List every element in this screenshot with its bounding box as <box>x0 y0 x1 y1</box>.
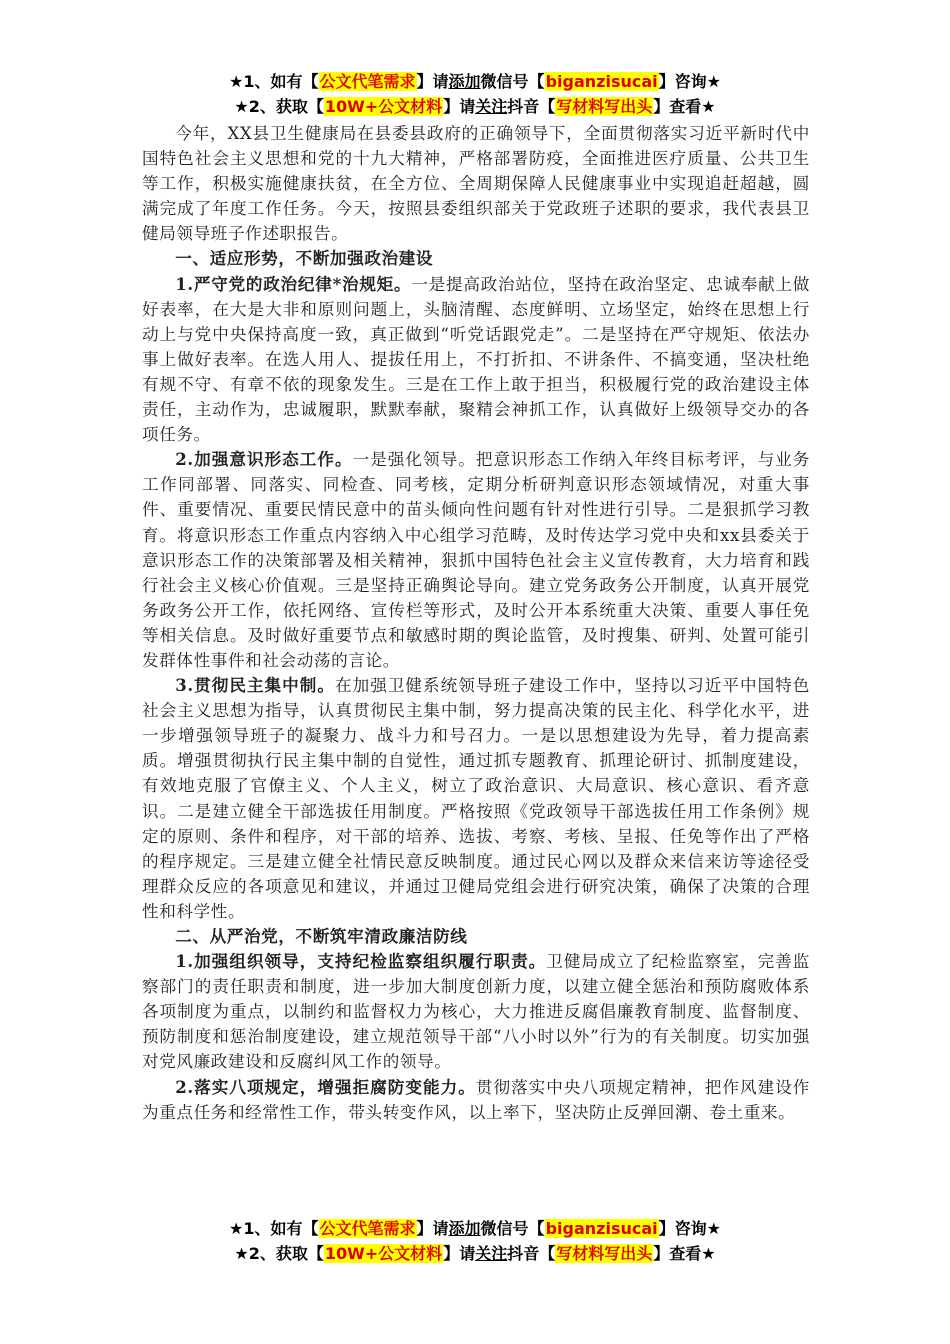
paragraph-lead: 3.贯彻民主集中制。 <box>175 675 335 696</box>
paragraph-1-3 <box>142 673 810 924</box>
paragraph-text: 贯彻落实中央八项规定精神，把作风建设作为重点任务和经常性工作，带头转变作风，以上率下，坚决防止反弹回潮、卷土重来。 <box>142 1077 810 1122</box>
paragraph-lead: 1.加强组织领导，支持纪检监察组织履行职责。 <box>175 951 547 972</box>
paragraph-lead: 2.加强意识形态工作。 <box>175 449 353 470</box>
promo-highlight: biganzisucai <box>545 1219 658 1238</box>
promo-underline: 关注 <box>475 97 508 116</box>
promo-text: ★2、获取【 <box>234 1244 324 1263</box>
paragraph-lead: 2.落实八项规定，增强拒腐防变能力。 <box>175 1076 476 1097</box>
section-heading-2: 二、从严治党，不断筑牢清政廉洁防线 <box>175 926 468 946</box>
promo-underline: 添加 <box>448 72 481 91</box>
promo-text: 】查看★ <box>653 1244 716 1263</box>
promo-footer-line-2 <box>0 1242 950 1266</box>
paragraph-text: 在加强卫健系统领导班子建设工作中，坚持以习近平中国特色社会主义思想为指导，认真贯彻民主集中制，努力提高决策的民主化、科学化水平，进一步增强领导班子的凝聚力、战斗力和号召力。一是以思想建设为先导，着力提高素质。增强贯彻执行民主集中制的自觉性，通过抓专题教育、抓理论研讨、抓制度建设，有效地克服了官僚主义、个人主义，树立了政治意识、大局意识、核心意识、看齐意识。二是建立健全干部选拔任用制度。严格按照《党政领导干部选拔任用工作条例》规定的原则、条件和程序，对干部的培养、选拔、考察、考核、呈报、任免等作出了严格的程序规定。三是建立健全社情民意反映制度。通过民心网以及群众来信来访等途径受理群众反应的各项意见和建议，并通过卫健局党组会进行研究决策，确保了决策的合理性和科学性。 <box>142 676 811 921</box>
paragraph-lead: 1.严守党的政治纪律*治规矩。 <box>175 273 412 294</box>
promo-text: 】请 <box>416 1219 449 1238</box>
promo-text: ★1、如有【 <box>229 1219 319 1238</box>
promo-text: 】查看★ <box>653 97 716 116</box>
intro-paragraph: 今年，XX县卫生健康局在县委县政府的正确领导下，全面贯彻落实习近平新时代中国特色社会主义思想和党的十九大精神，严格部署防疫，全面推进医疗质量、公共卫生等工作，积极实施健康扶贫，在全方位、全周期保障人民健康事业中实现追赶超越，圆满完成了年度工作任务。今天，按照县委组织部关于党政班子述职的要求，我代表县卫健局领导班子作述职报告。 <box>142 124 810 244</box>
promo-highlight: 公文代笔需求 <box>319 72 416 91</box>
paragraph-text: 一是强化领导。把意识形态工作纳入年终目标考评，与业务工作同部署、同落实、同检查、同考核，定期分析研判意识形态领域情况，对重大事件、重要情况、重要民情民意中的苗头倾向性问题有针对性进行引导。二是狠抓学习教育。将意识形态工作重点内容纳入中心组学习范畴，及时传达学习党中央和xx县委关于意识形态工作的决策部署及相关精神，狠抓中国特色社会主义宣传教育，大力培育和践行社会主义核心价值观。三是坚持正确舆论导向。建立党务政务公开制度，认真开展党务政务公开工作，依托网络、宣传栏等形式，及时公开本系统重大决策、重要人事任免等相关信息。及时做好重要节点和敏感时期的舆论监管，及时搜集、研判、处置可能引发群体性事件和社会动荡的言论。 <box>142 450 810 670</box>
promo-text: 微信号【 <box>480 1219 545 1238</box>
promo-text: 抖音【 <box>507 1244 556 1263</box>
promo-highlight: 10W+公文材料 <box>324 1244 443 1263</box>
paragraph-2-2 <box>142 1075 810 1125</box>
promo-text: 】请 <box>443 97 476 116</box>
promo-footer-line-1 <box>0 1217 950 1241</box>
promo-line-1 <box>0 70 950 94</box>
promo-text: 抖音【 <box>507 97 556 116</box>
paragraph-text: 卫健局成立了纪检监察室，完善监察部门的责任职责和制度，进一步加大制度创新力度，以建立健全惩治和预防腐败体系各项制度为重点，以制约和监督权力为核心，大力推进反腐倡廉教育制度、监督制度、预防制度和惩治制度建设，建立规范领导干部“八小时以外”行为的有关制度。切实加强对党风廉政建设和反腐纠风工作的领导。 <box>142 952 811 1072</box>
promo-highlight: 写材料写出头 <box>556 97 653 116</box>
promo-highlight: 公文代笔需求 <box>319 1219 416 1238</box>
promo-underline: 关注 <box>475 1244 508 1263</box>
promo-highlight: biganzisucai <box>545 72 658 91</box>
promo-text: 】咨询★ <box>658 72 721 91</box>
paragraph-2-1 <box>142 949 810 1074</box>
promo-underline: 添加 <box>448 1219 481 1238</box>
promo-line-2 <box>0 95 950 119</box>
promo-highlight: 10W+公文材料 <box>324 97 443 116</box>
paragraph-text: 一是提高政治站位，坚持在政治坚定、忠诚奉献上做好表率，在大是大非和原则问题上，头脑清醒、态度鲜明、立场坚定，始终在思想上行动上与党中央保持高度一致，真正做到“听党话跟党走”。二是坚持在严守规矩、依法办事上做好表率。在选人用人、提拔任用上，不打折扣、不讲条件、不搞变通，坚决杜绝有规不守、有章不依的现象发生。三是在工作上敢于担当，积极履行党的政治建设主体责任，主动作为，忠诚履职，默默奉献，聚精会神抓工作，认真做好上级领导交办的各项任务。 <box>142 274 810 445</box>
promo-text: ★2、获取【 <box>234 97 324 116</box>
document-body <box>142 121 810 1125</box>
section-heading-1: 一、适应形势，不断加强政治建设 <box>175 248 434 269</box>
promo-text: ★1、如有【 <box>229 72 319 91</box>
paragraph-1-2 <box>142 447 810 673</box>
paragraph-1-1 <box>142 272 810 448</box>
promo-text: 】请 <box>416 72 449 91</box>
promo-highlight: 写材料写出头 <box>556 1244 653 1263</box>
promo-text: 】请 <box>443 1244 476 1263</box>
promo-text: 】咨询★ <box>658 1219 721 1238</box>
promo-text: 微信号【 <box>480 72 545 91</box>
